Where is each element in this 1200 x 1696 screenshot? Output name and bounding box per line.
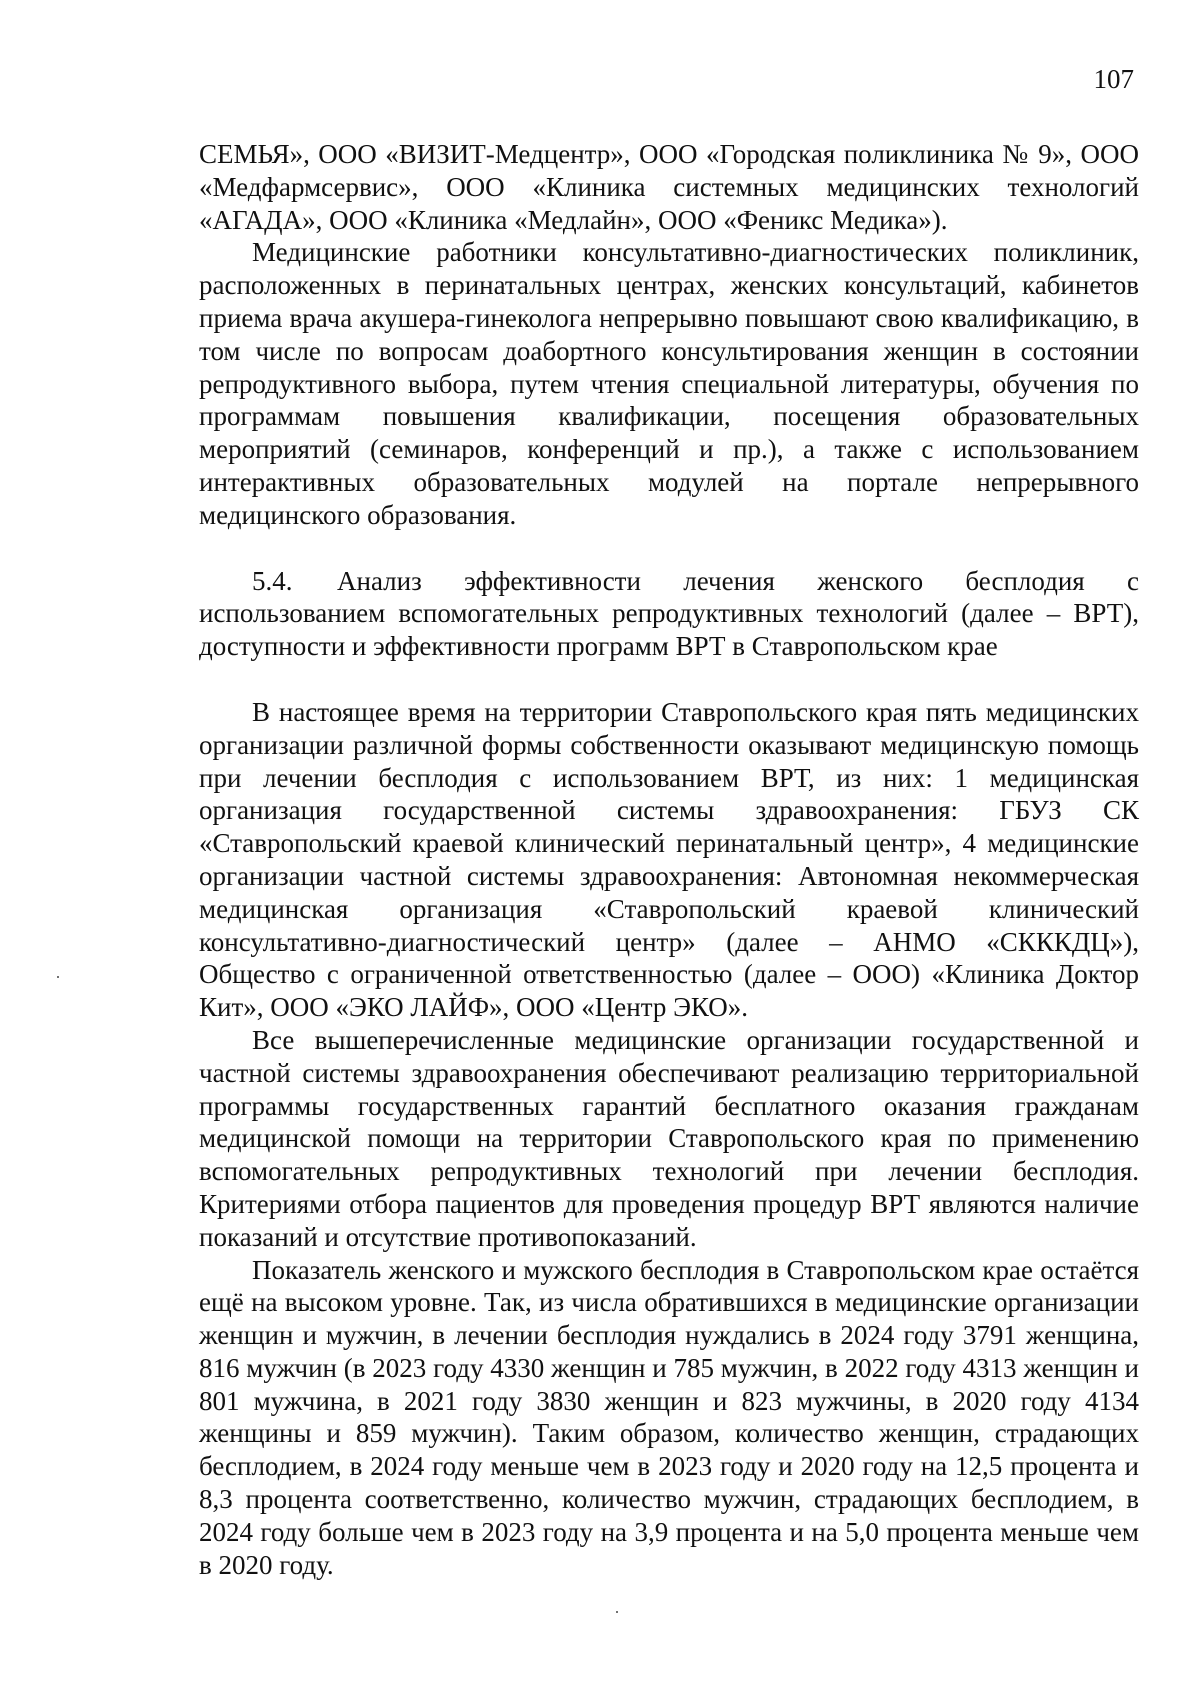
section-heading [199, 565, 1139, 663]
paragraph-art-organizations: В настоящее время на территории Ставропольского края пять медицинских организации различной формы собственности оказывают медицинскую помощь при лечении бесплодия с использованием ВРТ, из них: 1 медицинская организация государственной системы здравоохранения: ГБУЗ СК «Ставропольский краевой клинический перинатальный центр», 4 медицинские организации частной системы здравоохранения: Автономная некоммерческая медицинская организация «Ставропольский краевой клинический консультативно-диагностический центр» (далее – АНМО «СКККДЦ»), Общество с ограниченной ответственностью (далее – ООО) «Клиника Доктор Кит», ООО «ЭКО ЛАЙФ», ООО «Центр ЭКО». [199, 696, 1139, 1023]
scan-speck [57, 976, 59, 978]
paragraph-state-guarantees: Все вышеперечисленные медицинские организации государственной и частной системы здравоохранения обеспечивают реализацию территориальной программы государственных гарантий бесплатного оказания гражданам медицинской помощи на территории Ставропольского края по применению вспомогательных репродуктивных технологий при лечении бесплодия. Критериями отбора пациентов для проведения процедур ВРТ являются наличие показаний и отсутствие противопоказаний. [199, 1024, 1139, 1252]
paragraph-infertility-statistics: Показатель женского и мужского бесплодия в Ставропольском крае остаётся ещё на высоком уровне. Так, из числа обратившихся в медицинские организации женщин и мужчин, в лечении бесплодия нуждались в 2024 году 3791 женщина, 816 мужчин (в 2023 году 4330 женщин и 785 мужчин, в 2022 году 4313 женщин и 801 мужчина, в 2021 году 3830 женщин и 823 мужчины, в 2020 году 4134 женщины и 859 мужчин). Таким образом, количество женщин, страдающих бесплодием, в 2024 году меньше чем в 2023 году и 2020 году на 12,5 процента и 8,3 процента соответственно, количество мужчин, страдающих бесплодием, в 2024 году больше чем в 2023 году на 3,9 процента и на 5,0 процента меньше чем в 2020 году. [199, 1254, 1139, 1580]
paragraph-organizations-continuation: СЕМЬЯ», ООО «ВИЗИТ-Медцентр», ООО «Городская поликлиника № 9», ООО «Медфармсервис», ООО «Клиника системных медицинских технологий «АГАДА», ООО «Клиника «Медлайн», ООО «Феникс Медика»). [199, 139, 1139, 235]
page-number: 107 [1093, 64, 1134, 94]
scan-speck [616, 1611, 618, 1613]
section-number: 5.4. [252, 565, 293, 596]
paragraph-medical-workers-qualification: Медицинские работники консультативно-диагностических поликлиник, расположенных в перинатальных центрах, женских консультаций, кабинетов приема врача акушера-гинеколога непрерывно повышают свою квалификацию, в том числе по вопросам доабортного консультирования женщин в состоянии репродуктивного выбора, путем чтения специальной литературы, обучения по программам повышения квалификации, посещения образовательных мероприятий (семинаров, конференций и пр.), а также с использованием интерактивных образовательных модулей на портале непрерывного медицинского образования. [199, 237, 1139, 530]
section-title: Анализ эффективности лечения женского бесплодия с использованием вспомогательных репродуктивных технологий (далее – ВРТ), доступности и эффективности программ ВРТ в Ставропольском крае [199, 565, 1139, 662]
document-body [199, 138, 1139, 1581]
